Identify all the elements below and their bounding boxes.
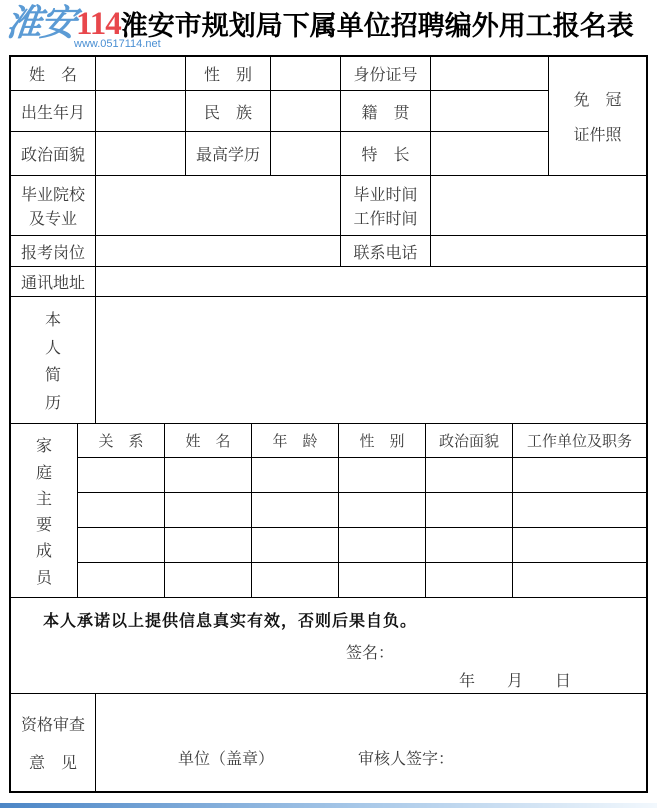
position-label: 报考岗位: [11, 236, 96, 267]
family-cell: [165, 458, 252, 493]
footer-bar: [0, 803, 657, 808]
family-header-political: 政治面貌: [426, 424, 513, 458]
family-cell: [252, 563, 339, 598]
school-time-section: [11, 176, 646, 236]
resume-label: 本 人 简 历: [11, 297, 96, 424]
gender-label: 性 别: [186, 57, 271, 91]
family-section: [11, 424, 646, 598]
school-major-value-cell: [96, 176, 341, 236]
promise-section: [11, 598, 646, 694]
address-label: 通讯地址: [11, 267, 96, 297]
reviewer-signature-label: 审核人签字：: [358, 751, 455, 768]
family-header-workunit: 工作单位及职务: [513, 424, 646, 458]
unit-seal-label: 单位（盖章）: [178, 751, 275, 768]
native-place-value-cell: [431, 91, 549, 132]
family-cell: [339, 458, 426, 493]
specialty-label: 特 长: [341, 132, 431, 176]
family-cell: [513, 528, 646, 563]
family-header-gender: 性 别: [339, 424, 426, 458]
address-section: [11, 267, 646, 297]
address-value-cell: [96, 267, 646, 297]
family-cell: [165, 528, 252, 563]
birth-label: 出生年月: [11, 91, 96, 132]
education-label: 最高学历: [186, 132, 271, 176]
native-place-label: 籍 贯: [341, 91, 431, 132]
position-value-cell: [96, 236, 341, 267]
family-cell: [513, 493, 646, 528]
grad-work-time-value-cell: [431, 176, 646, 236]
family-cell: [78, 563, 165, 598]
signature-label: 签名：: [346, 645, 395, 662]
gender-value-cell: [271, 57, 341, 91]
family-cell: [513, 458, 646, 493]
education-value-cell: [271, 132, 341, 176]
page-header: [3, 3, 656, 54]
photo-label-line1: 免 冠: [573, 92, 622, 109]
family-cell: [426, 493, 513, 528]
photo-cell: [549, 57, 646, 176]
family-cell: [426, 458, 513, 493]
family-header-name: 姓 名: [165, 424, 252, 458]
review-opinion-label: 资格审查 意 见: [11, 694, 96, 791]
family-cell: [339, 528, 426, 563]
name-value-cell: [96, 57, 186, 91]
family-cell: [339, 493, 426, 528]
review-content-cell: [96, 694, 646, 791]
family-cell: [513, 563, 646, 598]
ethnicity-value-cell: [271, 91, 341, 132]
logo-huaian-text: 淮安: [3, 3, 77, 43]
family-cell: [252, 493, 339, 528]
resume-value-cell: [96, 297, 646, 424]
family-cell: [78, 528, 165, 563]
political-status-value-cell: [96, 132, 186, 176]
phone-label: 联系电话: [341, 236, 431, 267]
birth-value-cell: [96, 91, 186, 132]
family-header-age: 年 龄: [252, 424, 339, 458]
date-label: 年 月 日: [459, 673, 572, 690]
promise-statement: 本人承诺以上提供信息真实有效，否则后果自负。: [43, 613, 418, 630]
family-cell: [426, 528, 513, 563]
phone-value-cell: [431, 236, 646, 267]
resume-section: [11, 297, 646, 424]
basic-info-section: [11, 57, 646, 176]
logo-website-url: www.0517114.net: [74, 38, 161, 50]
id-number-value-cell: [431, 57, 549, 91]
family-label: 家 庭 主 要 成 员: [11, 424, 78, 598]
family-cell: [165, 493, 252, 528]
family-cell: [252, 458, 339, 493]
family-cell: [426, 563, 513, 598]
family-cell: [252, 528, 339, 563]
political-status-label: 政治面貌: [11, 132, 96, 176]
grad-work-time-label: 毕业时间 工作时间: [341, 176, 431, 236]
school-major-label: 毕业院校 及专业: [11, 176, 96, 236]
specialty-value-cell: [431, 132, 549, 176]
family-cell: [78, 458, 165, 493]
application-form-table: [9, 55, 648, 793]
review-section: [11, 694, 646, 791]
ethnicity-label: 民 族: [186, 91, 271, 132]
family-cell: [165, 563, 252, 598]
photo-label-line2: 证件照: [573, 127, 622, 144]
logo-114-text: 114: [76, 6, 121, 42]
position-phone-section: [11, 236, 646, 267]
page-title: 淮安市规划局下属单位招聘编外用工报名表: [120, 11, 634, 41]
huaian114-logo: [3, 3, 161, 50]
family-header-relation: 关 系: [78, 424, 165, 458]
id-number-label: 身份证号: [341, 57, 431, 91]
name-label: 姓 名: [11, 57, 96, 91]
family-cell: [339, 563, 426, 598]
family-cell: [78, 493, 165, 528]
